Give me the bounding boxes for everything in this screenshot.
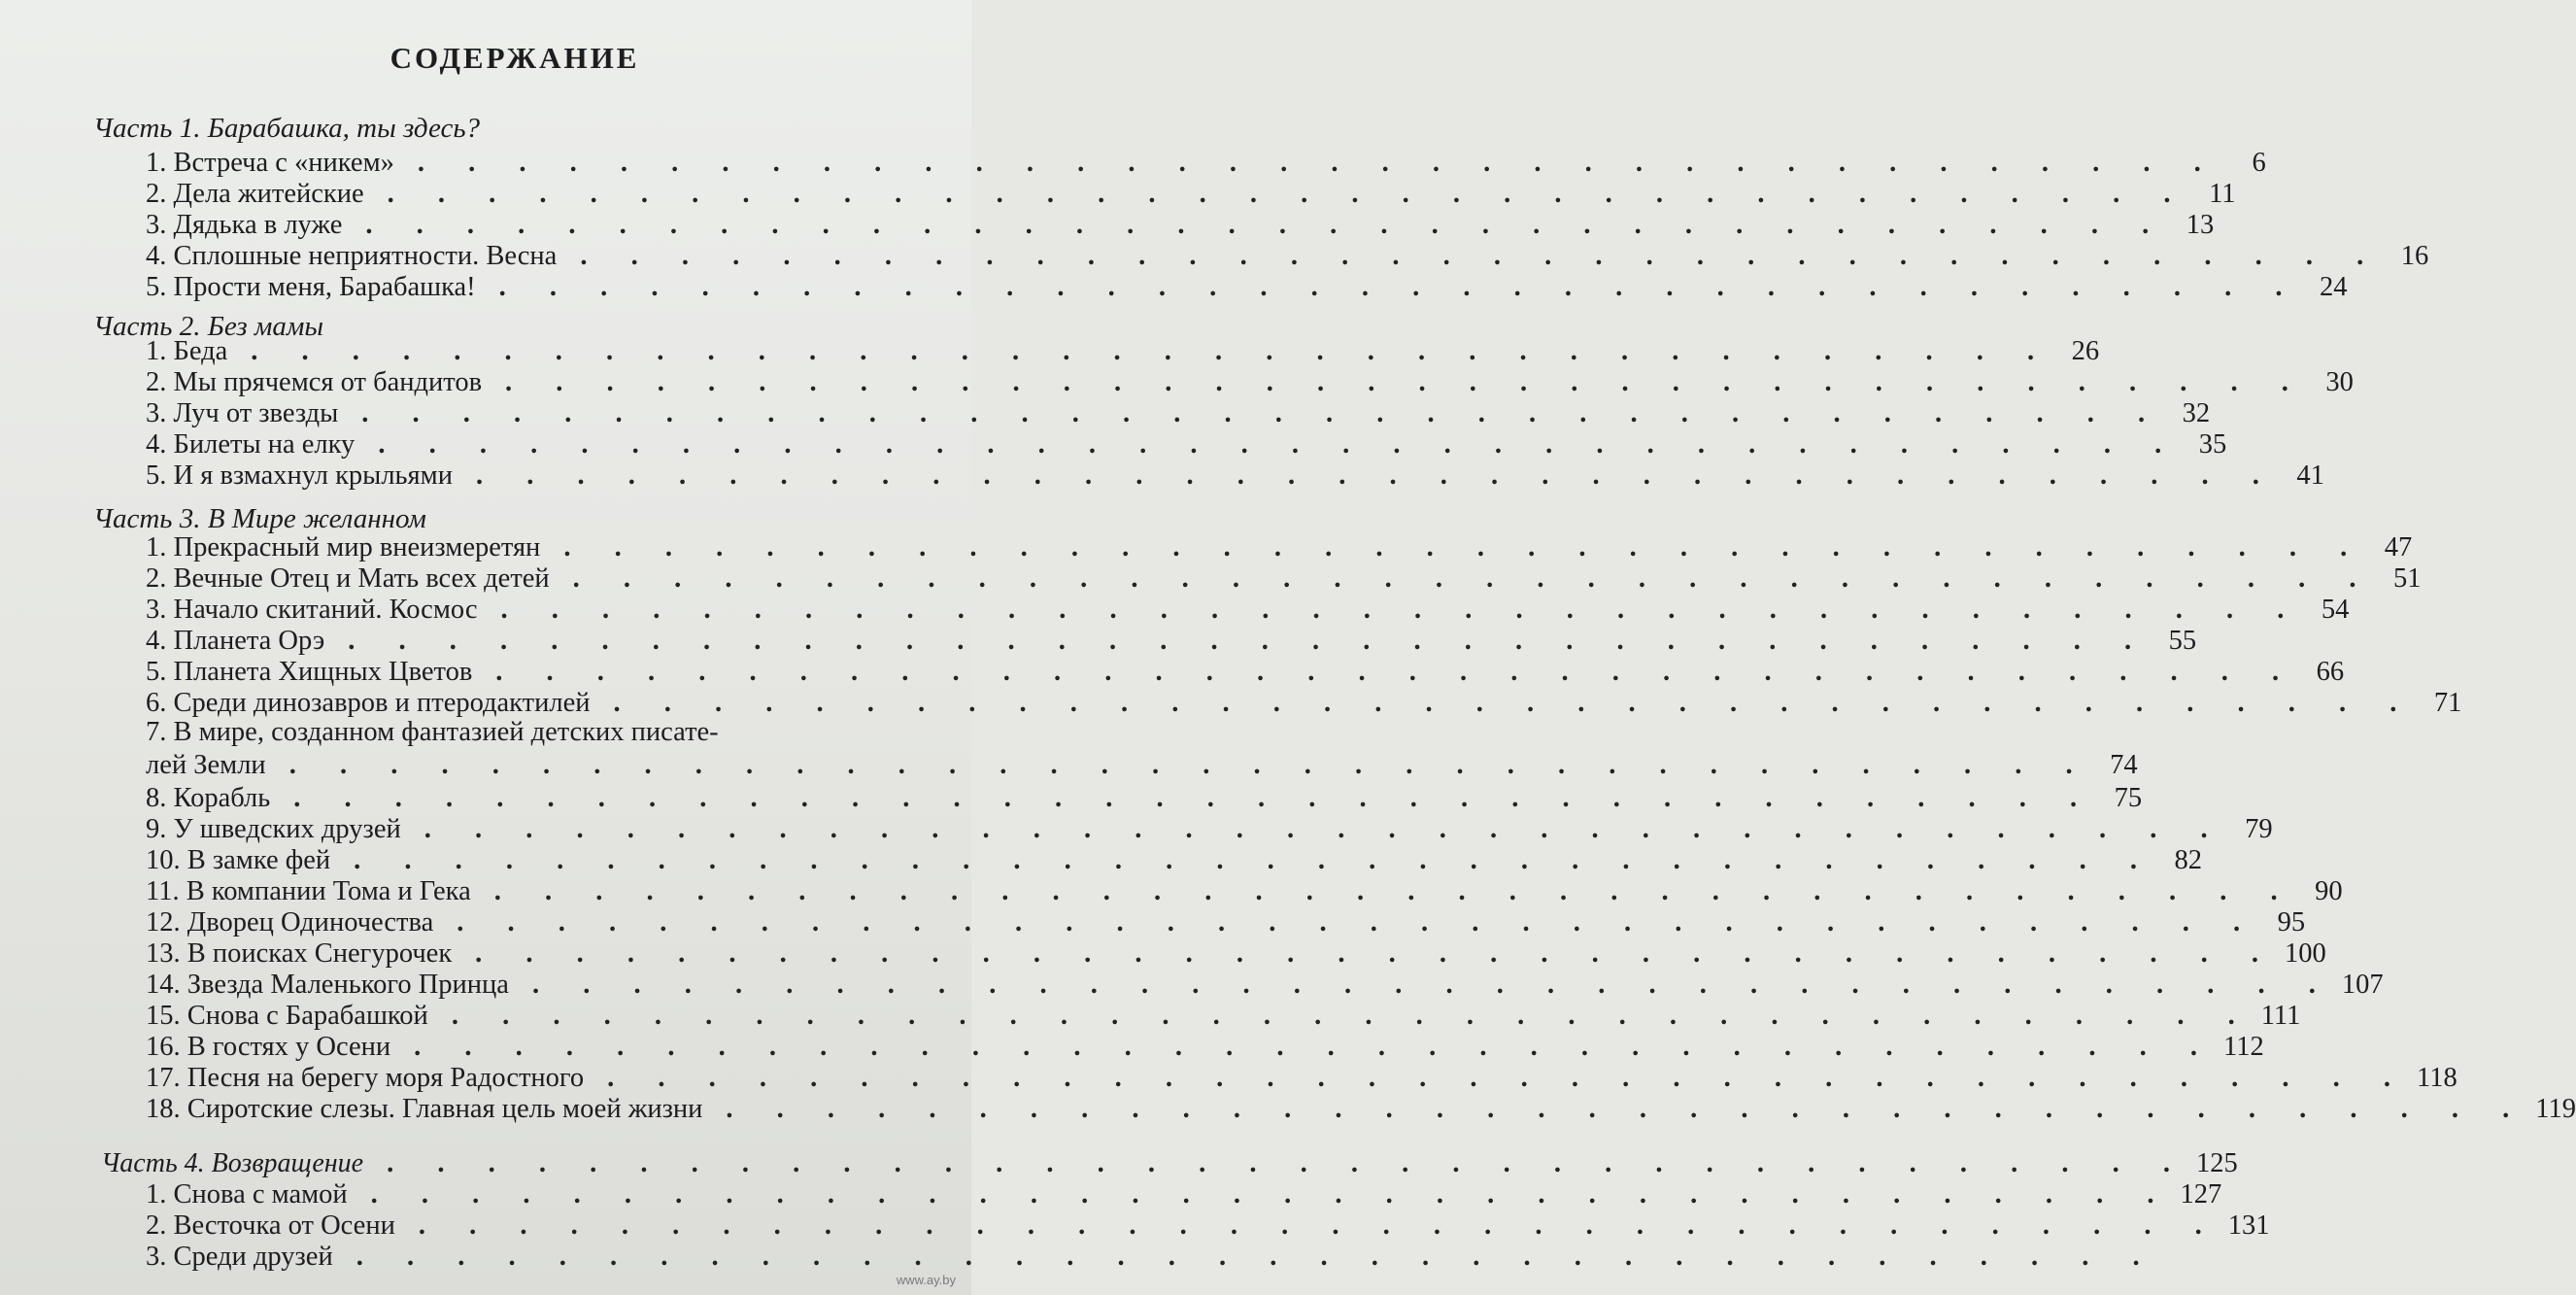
part-heading: Часть 1. Барабашка, ты здесь? — [93, 113, 481, 144]
toc-entry: 8. Корабль . . . . . . . . . . . . . . . . . . . . . . . . . . . . . . . . . . . . 75 — [146, 783, 2143, 813]
toc-entry: 4. Билеты на елку . . . . . . . . . . . . . . . . . . . . . . . . . . . . . . . . . . . . 35 — [146, 429, 2227, 460]
toc-entry: Часть 4. Возвращение . . . . . . . . . . . . . . . . . . . . . . . . . . . . . . . . . . . . 125 — [101, 1148, 2238, 1178]
toc-entry: 2. Вечные Отец и Мать всех детей . . . . . . . . . . . . . . . . . . . . . . . . . . . . . . . . . . . . 51 — [146, 563, 2422, 594]
page-title: СОДЕРЖАНИЕ — [390, 41, 640, 75]
toc-entry-wrapped-line: 7. В мире, созданном фантазией детских писате- — [146, 717, 719, 747]
toc-entry: 3. Луч от звезды . . . . . . . . . . . . . . . . . . . . . . . . . . . . . . . . . . . . 32 — [146, 398, 2211, 428]
part-heading: Часть 4. Возвращение — [101, 1148, 364, 1178]
toc-entry: 17. Песня на берегу моря Радостного . . . . . . . . . . . . . . . . . . . . . . . . . . . . . . . . . . . . 118 — [146, 1063, 2457, 1093]
toc-entry: 12. Дворец Одиночества . . . . . . . . . . . . . . . . . . . . . . . . . . . . . . . . . . . . 95 — [146, 907, 2306, 937]
toc-entry: 6. Среди динозавров и птеродактилей . . . . . . . . . . . . . . . . . . . . . . . . . . . . . . . . . . . . 71 — [146, 688, 2462, 718]
toc-entry: 15. Снова с Барабашкой . . . . . . . . . . . . . . . . . . . . . . . . . . . . . . . . . . . . 111 — [146, 1001, 2301, 1031]
watermark: www.ay.by — [896, 1273, 956, 1287]
part-heading: Часть 3. В Мире желанном — [93, 503, 426, 534]
toc-entry: 3. Начало скитаний. Космос . . . . . . . . . . . . . . . . . . . . . . . . . . . . . . . . . . . . 54 — [146, 595, 2350, 625]
toc-entry: 2. Весточка от Осени . . . . . . . . . . . . . . . . . . . . . . . . . . . . . . . . . . . . 131 — [146, 1210, 2270, 1241]
toc-entry: 5. Прости меня, Барабашка! . . . . . . . . . . . . . . . . . . . . . . . . . . . . . . . . . . . . 24 — [146, 272, 2348, 302]
toc-entry: 2. Дела житейские . . . . . . . . . . . . . . . . . . . . . . . . . . . . . . . . . . . . 11 — [146, 179, 2236, 209]
toc-entry: 5. И я взмахнул крыльями . . . . . . . . . . . . . . . . . . . . . . . . . . . . . . . . . . . . 41 — [146, 460, 2324, 491]
toc-entry: 1. Снова с мамой . . . . . . . . . . . . . . . . . . . . . . . . . . . . . . . . . . . . 127 — [146, 1179, 2222, 1210]
toc-entry: 9. У шведских друзей . . . . . . . . . . . . . . . . . . . . . . . . . . . . . . . . . . . . 79 — [146, 814, 2273, 844]
toc-entry: 2. Мы прячемся от бандитов . . . . . . . . . . . . . . . . . . . . . . . . . . . . . . . . . . . . 30 — [146, 367, 2354, 397]
toc-entry: 1. Прекрасный мир внеизмеретян . . . . . . . . . . . . . . . . . . . . . . . . . . . . . . . . . . . . 47 — [146, 532, 2413, 562]
toc-entry: 14. Звезда Маленького Принца . . . . . . . . . . . . . . . . . . . . . . . . . . . . . . . . . . . . 107 — [146, 970, 2384, 1000]
toc-entry: 5. Планета Хищных Цветов . . . . . . . . . . . . . . . . . . . . . . . . . . . . . . . . . . . . 66 — [146, 657, 2345, 687]
toc-entry: 4. Сплошные неприятности. Весна . . . . . . . . . . . . . . . . . . . . . . . . . . . . . . . . . . . . 16 — [146, 241, 2429, 271]
toc-entry: 10. В замке фей . . . . . . . . . . . . . . . . . . . . . . . . . . . . . . . . . . . . 82 — [146, 845, 2202, 875]
toc-entry: лей Земли . . . . . . . . . . . . . . . . . . . . . . . . . . . . . . . . . . . . 74 — [146, 750, 2138, 780]
toc-entry: 3. Дядька в луже . . . . . . . . . . . . . . . . . . . . . . . . . . . . . . . . . . . . 13 — [146, 210, 2215, 240]
toc-entry: 13. В поисках Снегурочек . . . . . . . . . . . . . . . . . . . . . . . . . . . . . . . . . . . . 100 — [146, 938, 2326, 969]
toc-entry: 11. В компании Тома и Гека . . . . . . . . . . . . . . . . . . . . . . . . . . . . . . . . . . . . 90 — [146, 876, 2343, 906]
toc-entry: 3. Среди друзей . . . . . . . . . . . . . . . . . . . . . . . . . . . . . . . . . . . . — [146, 1242, 2158, 1272]
toc-entry: 1. Беда . . . . . . . . . . . . . . . . . . . . . . . . . . . . . . . . . . . . 26 — [146, 336, 2100, 366]
toc-entry: 16. В гостях у Осени . . . . . . . . . . . . . . . . . . . . . . . . . . . . . . . . . . . . 112 — [146, 1032, 2264, 1062]
toc-entry: 4. Планета Орэ . . . . . . . . . . . . . . . . . . . . . . . . . . . . . . . . . . . . 55 — [146, 626, 2197, 656]
part-heading: Часть 2. Без мамы — [93, 311, 324, 342]
toc-entry: 18. Сиротские слезы. Главная цель моей жизни . . . . . . . . . . . . . . . . . . . . . . . . . . . . . . . . . . . . 119 — [146, 1094, 2576, 1124]
toc-entry: 1. Встреча с «никем» . . . . . . . . . . . . . . . . . . . . . . . . . . . . . . . . . . . . 6 — [146, 148, 2266, 178]
